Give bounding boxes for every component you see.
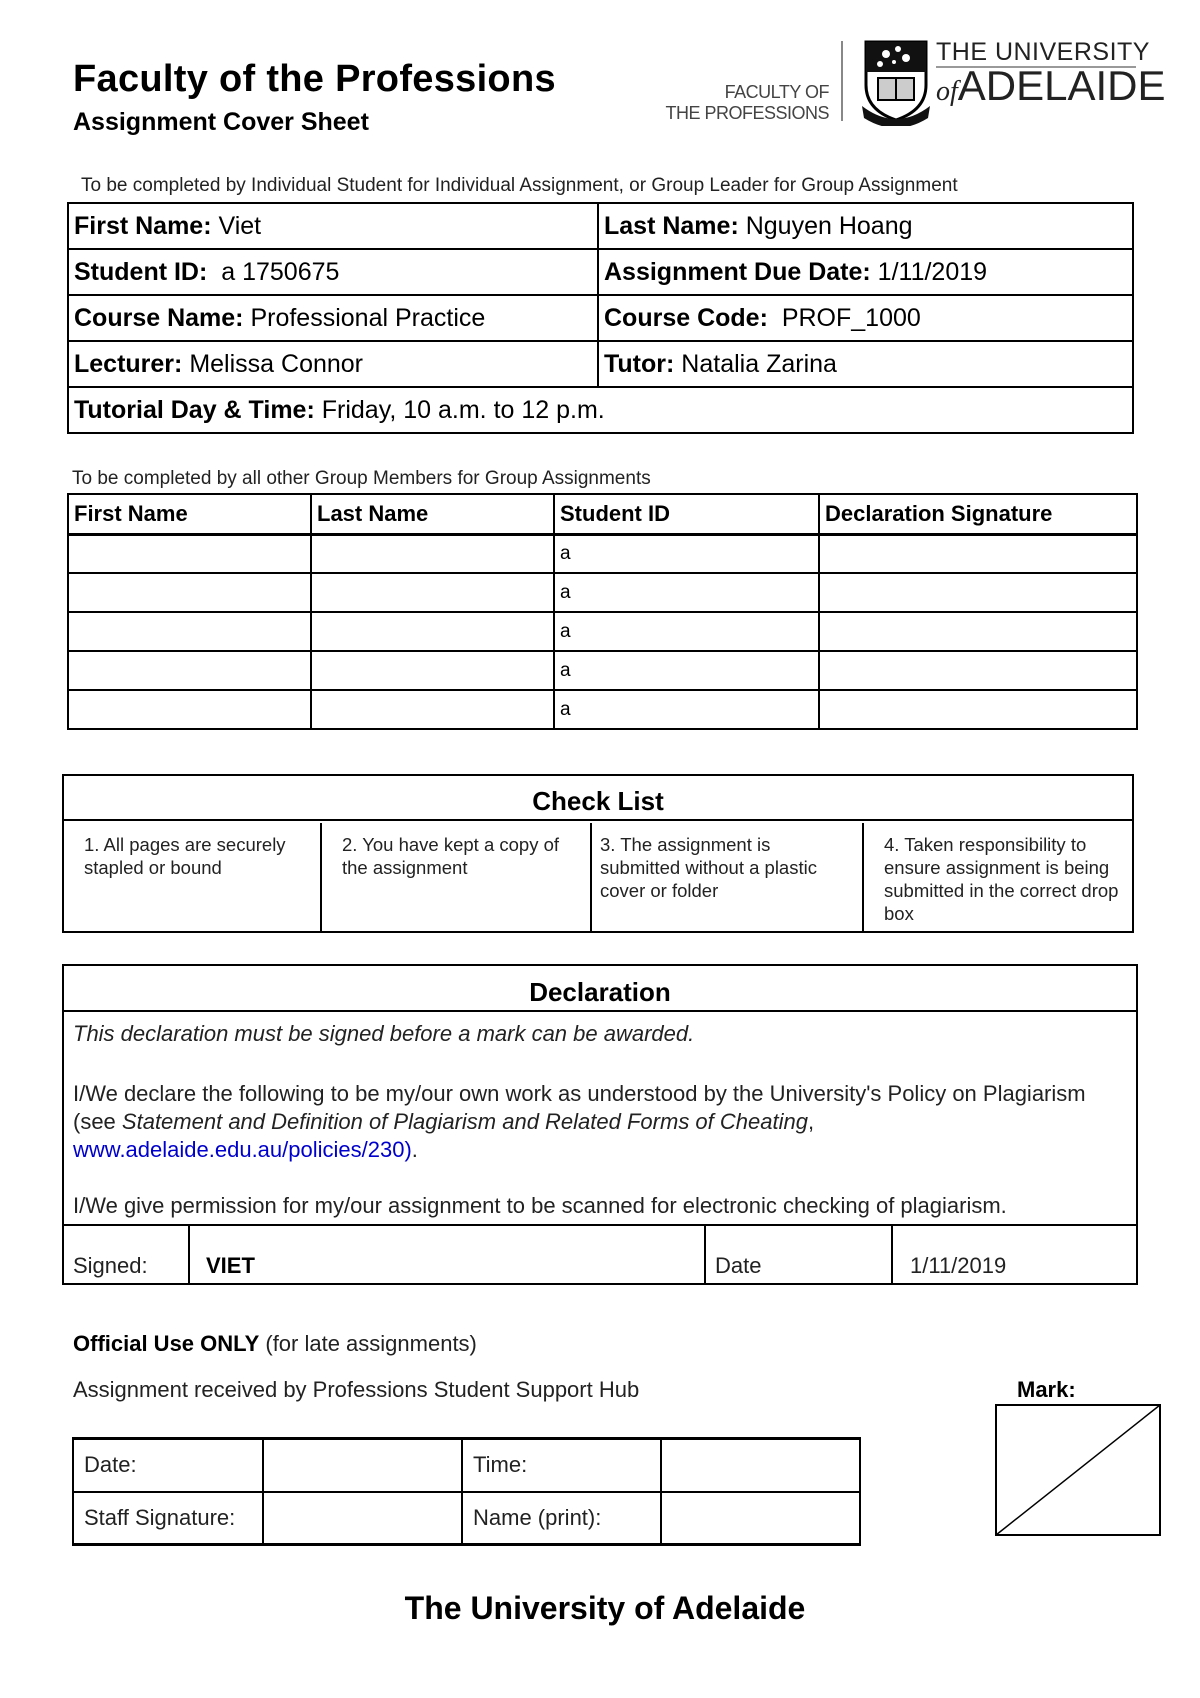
page-title: Faculty of the Professions xyxy=(73,58,556,100)
declaration-box xyxy=(62,964,1138,1285)
first-name-cell: First Name: Viet xyxy=(68,203,598,249)
official-date-input[interactable] xyxy=(263,1439,462,1492)
table-row xyxy=(68,651,1137,690)
footer-title: The University of Adelaide xyxy=(404,1590,806,1626)
logo-divider xyxy=(841,41,843,121)
official-time-input[interactable] xyxy=(661,1439,860,1492)
course-code-value: PROF_1000 xyxy=(781,303,921,332)
staff-signature-input[interactable] xyxy=(263,1492,462,1545)
faculty-logo-text xyxy=(665,82,829,124)
uni-of: of xyxy=(936,76,958,107)
student-id-input[interactable]: a xyxy=(554,690,819,729)
student-id-input[interactable]: a xyxy=(554,573,819,612)
table-row xyxy=(68,534,1137,573)
header-last-name: Last Name xyxy=(311,494,554,534)
signature-input[interactable] xyxy=(819,612,1137,651)
lecturer-cell: Lecturer: Melissa Connor xyxy=(68,341,598,387)
tutorial-value: Friday, 10 a.m. to 12 p.m. xyxy=(321,395,605,424)
tutorial-cell: Tutorial Day & Time: Friday, 10 a.m. to 12 p.m. xyxy=(68,387,1133,433)
due-date-cell: Assignment Due Date: 1/11/2019 xyxy=(598,249,1133,295)
student-details-table xyxy=(67,202,1134,434)
signed-label: Signed: xyxy=(73,1253,148,1278)
first-name-input[interactable] xyxy=(68,690,311,729)
staff-signature-label: Staff Signature: xyxy=(73,1492,263,1545)
policy-link[interactable]: www.adelaide.edu.au/policies/230) xyxy=(73,1137,412,1162)
checklist-item-1: 1. All pages are securely stapled or bound xyxy=(84,834,286,878)
university-name-line1: THE UNIVERSITY xyxy=(936,38,1150,66)
official-use-title: Official Use ONLY (for late assignments) xyxy=(73,1331,477,1356)
course-code-cell: Course Code: PROF_1000 xyxy=(598,295,1133,341)
uni-adelaide: ADELAIDE xyxy=(957,62,1166,109)
signed-value[interactable]: VIET xyxy=(206,1253,255,1278)
declaration-title: Declaration xyxy=(64,966,1136,1012)
signature-input[interactable] xyxy=(819,651,1137,690)
university-crest-icon xyxy=(862,40,930,126)
declaration-paragraph-1: I/We declare the following to be my/our own work as understood by the University's Policy on Plagiarism (see Statement and Definition of Plagiarism and Related Forms of Cheating, www.adelaide.edu.au/policies/230). xyxy=(73,1081,1086,1162)
due-date-value: 1/11/2019 xyxy=(877,257,988,286)
last-name-input[interactable] xyxy=(311,534,554,573)
group-members-table xyxy=(67,493,1138,730)
student-id-input[interactable]: a xyxy=(554,651,819,690)
last-name-input[interactable] xyxy=(311,651,554,690)
official-time-label: Time: xyxy=(462,1439,661,1492)
first-name-input[interactable] xyxy=(68,573,311,612)
table-row xyxy=(68,612,1137,651)
student-id-cell: Student ID: a 1750675 xyxy=(68,249,598,295)
declaration-note: This declaration must be signed before a mark can be awarded. xyxy=(73,1021,695,1046)
checklist-box xyxy=(62,774,1134,933)
university-name-line2 xyxy=(936,62,1166,110)
signature-row xyxy=(64,1224,1136,1283)
student-id-input[interactable]: a xyxy=(554,534,819,573)
faculty-line2: THE PROFESSIONS xyxy=(665,103,829,123)
header-student-id: Student ID xyxy=(554,494,819,534)
table-row xyxy=(68,573,1137,612)
mark-label: Mark: xyxy=(1017,1377,1076,1402)
signature-input[interactable] xyxy=(819,690,1137,729)
first-name-value: Viet xyxy=(218,211,262,240)
official-use-table xyxy=(72,1437,861,1546)
official-date-label: Date: xyxy=(73,1439,263,1492)
declaration-paragraph-2: I/We give permission for my/our assignment to be scanned for electronic checking of plagiarism. xyxy=(73,1193,1007,1218)
page-subtitle: Assignment Cover Sheet xyxy=(73,108,369,136)
last-name-input[interactable] xyxy=(311,690,554,729)
student-id-value: a 1750675 xyxy=(221,257,340,286)
received-text: Assignment received by Professions Student Support Hub xyxy=(73,1377,640,1402)
first-name-input[interactable] xyxy=(68,534,311,573)
checklist-item-4: 4. Taken responsibility to ensure assignment is being submitted in the correct drop box xyxy=(862,823,1132,931)
last-name-cell: Last Name: Nguyen Hoang xyxy=(598,203,1133,249)
signature-input[interactable] xyxy=(819,534,1137,573)
last-name-input[interactable] xyxy=(311,612,554,651)
last-name-value: Nguyen Hoang xyxy=(745,211,913,240)
course-name-value: Professional Practice xyxy=(250,303,486,332)
checklist-item-3: 3. The assignment is submitted without a plastic cover or folder xyxy=(590,823,862,931)
header-signature: Declaration Signature xyxy=(819,494,1137,534)
name-print-label: Name (print): xyxy=(462,1492,661,1545)
last-name-input[interactable] xyxy=(311,573,554,612)
tutor-cell: Tutor: Natalia Zarina xyxy=(598,341,1133,387)
date-label: Date xyxy=(715,1253,762,1278)
student-id-input[interactable]: a xyxy=(554,612,819,651)
lecturer-value: Melissa Connor xyxy=(189,349,364,378)
faculty-line1: FACULTY OF xyxy=(724,82,829,102)
table-row xyxy=(68,690,1137,729)
course-name-cell: Course Name: Professional Practice xyxy=(68,295,598,341)
checklist-item-2: 2. You have kept a copy of the assignment xyxy=(320,823,590,931)
first-name-input[interactable] xyxy=(68,651,311,690)
name-print-input[interactable] xyxy=(661,1492,860,1545)
group-instruction: To be completed by all other Group Members for Group Assignments xyxy=(72,468,651,489)
individual-instruction: To be completed by Individual Student for Individual Assignment, or Group Leader for Group Assignment xyxy=(81,175,958,196)
first-name-input[interactable] xyxy=(68,612,311,651)
mark-box[interactable] xyxy=(995,1404,1161,1536)
tutor-value: Natalia Zarina xyxy=(681,349,837,378)
checklist-title: Check List xyxy=(64,776,1132,821)
date-value[interactable]: 1/11/2019 xyxy=(910,1253,1007,1278)
signature-input[interactable] xyxy=(819,573,1137,612)
header-first-name: First Name xyxy=(68,494,311,534)
